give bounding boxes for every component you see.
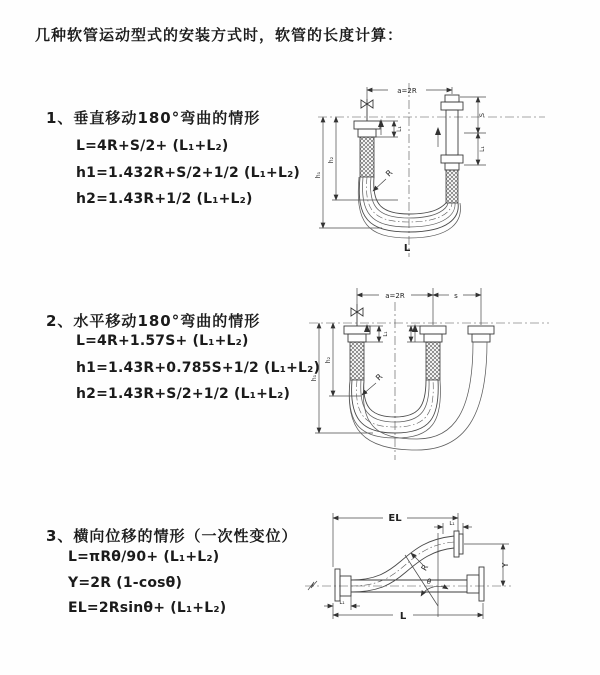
dim-label-a2r: a=2R bbox=[385, 292, 405, 300]
dim-label-h1: h₁ bbox=[311, 374, 318, 382]
upper-flange bbox=[454, 531, 463, 557]
dim-label-l: L bbox=[399, 611, 407, 622]
section-2-formula-h2: h2=1.43R+S/2+1/2 (L₁+L₂) bbox=[76, 386, 291, 402]
right-fitting bbox=[435, 95, 463, 203]
dim-label-l1-left: L₁ bbox=[396, 126, 403, 132]
right-flange bbox=[467, 567, 484, 601]
left-fitting bbox=[344, 324, 389, 380]
dimension-a2r bbox=[367, 87, 452, 99]
section-1-formula-L: L=4R+S/2+ (L₁+L₂) bbox=[76, 138, 229, 154]
section-1-formula-h1: h1=1.432R+S/2+1/2 (L₁+L₂) bbox=[76, 165, 301, 181]
dim-label-y: Y bbox=[501, 562, 510, 568]
diagram-vertical-180-bend bbox=[310, 75, 560, 260]
hose-bundle bbox=[358, 177, 460, 238]
section-2-formula-L: L=4R+1.57S+ (L₁+L₂) bbox=[76, 333, 249, 349]
section-2-formula-h1: h1=1.43R+0.785S+1/2 (L₁+L₂) bbox=[76, 360, 321, 376]
centerlines bbox=[318, 83, 545, 257]
right-fitting bbox=[468, 326, 494, 342]
break-symbol bbox=[308, 581, 317, 590]
dim-label-s: S bbox=[478, 112, 486, 118]
left-flange bbox=[335, 569, 351, 601]
dim-label-h2: h₂ bbox=[328, 156, 335, 164]
dim-label-el: EL bbox=[388, 513, 402, 524]
section-3-formula-Y: Y=2R (1-cosθ) bbox=[68, 575, 183, 591]
section-3-formula-L: L=πRθ/90+ (L₁+L₂) bbox=[68, 549, 220, 565]
radius-callout bbox=[362, 372, 385, 395]
dim-label-l1-top: L₁ bbox=[449, 521, 455, 527]
section-1-heading: 1、垂直移动180°弯曲的情形 bbox=[46, 109, 261, 127]
dimension-l1-bottom bbox=[324, 595, 360, 610]
centerlines bbox=[305, 581, 511, 590]
dim-label-l1-bottom: L₁ bbox=[339, 600, 345, 606]
dim-label-h2: h₂ bbox=[325, 356, 332, 364]
right-dimension-chain bbox=[460, 97, 486, 165]
dim-label-h1: h₁ bbox=[315, 171, 322, 179]
dimension-y bbox=[464, 544, 510, 586]
radius-callout bbox=[373, 168, 395, 191]
diagram-horizontal-180-bend bbox=[303, 278, 555, 463]
dimension-a2r-s bbox=[357, 288, 481, 325]
dim-label-l1: L₁ bbox=[383, 331, 389, 337]
radius-label: R bbox=[384, 168, 395, 179]
section-1-formula-h2: h2=1.43R+1/2 (L₁+L₂) bbox=[76, 191, 253, 207]
diagram-lateral-displacement bbox=[295, 503, 567, 653]
middle-fitting bbox=[407, 324, 446, 380]
dim-label-l1-right: L₁ bbox=[479, 146, 486, 152]
section-2-heading: 2、水平移动180°弯曲的情形 bbox=[46, 312, 261, 330]
length-label: L bbox=[403, 243, 411, 254]
s-curve-hose bbox=[351, 536, 454, 592]
radius-label: R bbox=[374, 372, 385, 383]
page-title: 几种软管运动型式的安装方式时，软管的长度计算： bbox=[35, 26, 404, 44]
dimension-el bbox=[333, 513, 458, 567]
section-3-heading: 3、横向位移的情形（一次性变位） bbox=[46, 527, 298, 545]
left-fitting bbox=[354, 119, 384, 177]
dim-label-a2r: a=2R bbox=[397, 87, 417, 95]
section-3-formula-EL: EL=2Rsinθ+ (L₁+L₂) bbox=[68, 600, 227, 616]
angle-label: θ bbox=[426, 578, 432, 586]
dim-label-s: s bbox=[454, 292, 458, 300]
angle-construction bbox=[405, 533, 448, 617]
radius-label: R bbox=[419, 563, 431, 573]
dimension-l1-top bbox=[434, 521, 472, 534]
valve-icon bbox=[361, 99, 373, 121]
